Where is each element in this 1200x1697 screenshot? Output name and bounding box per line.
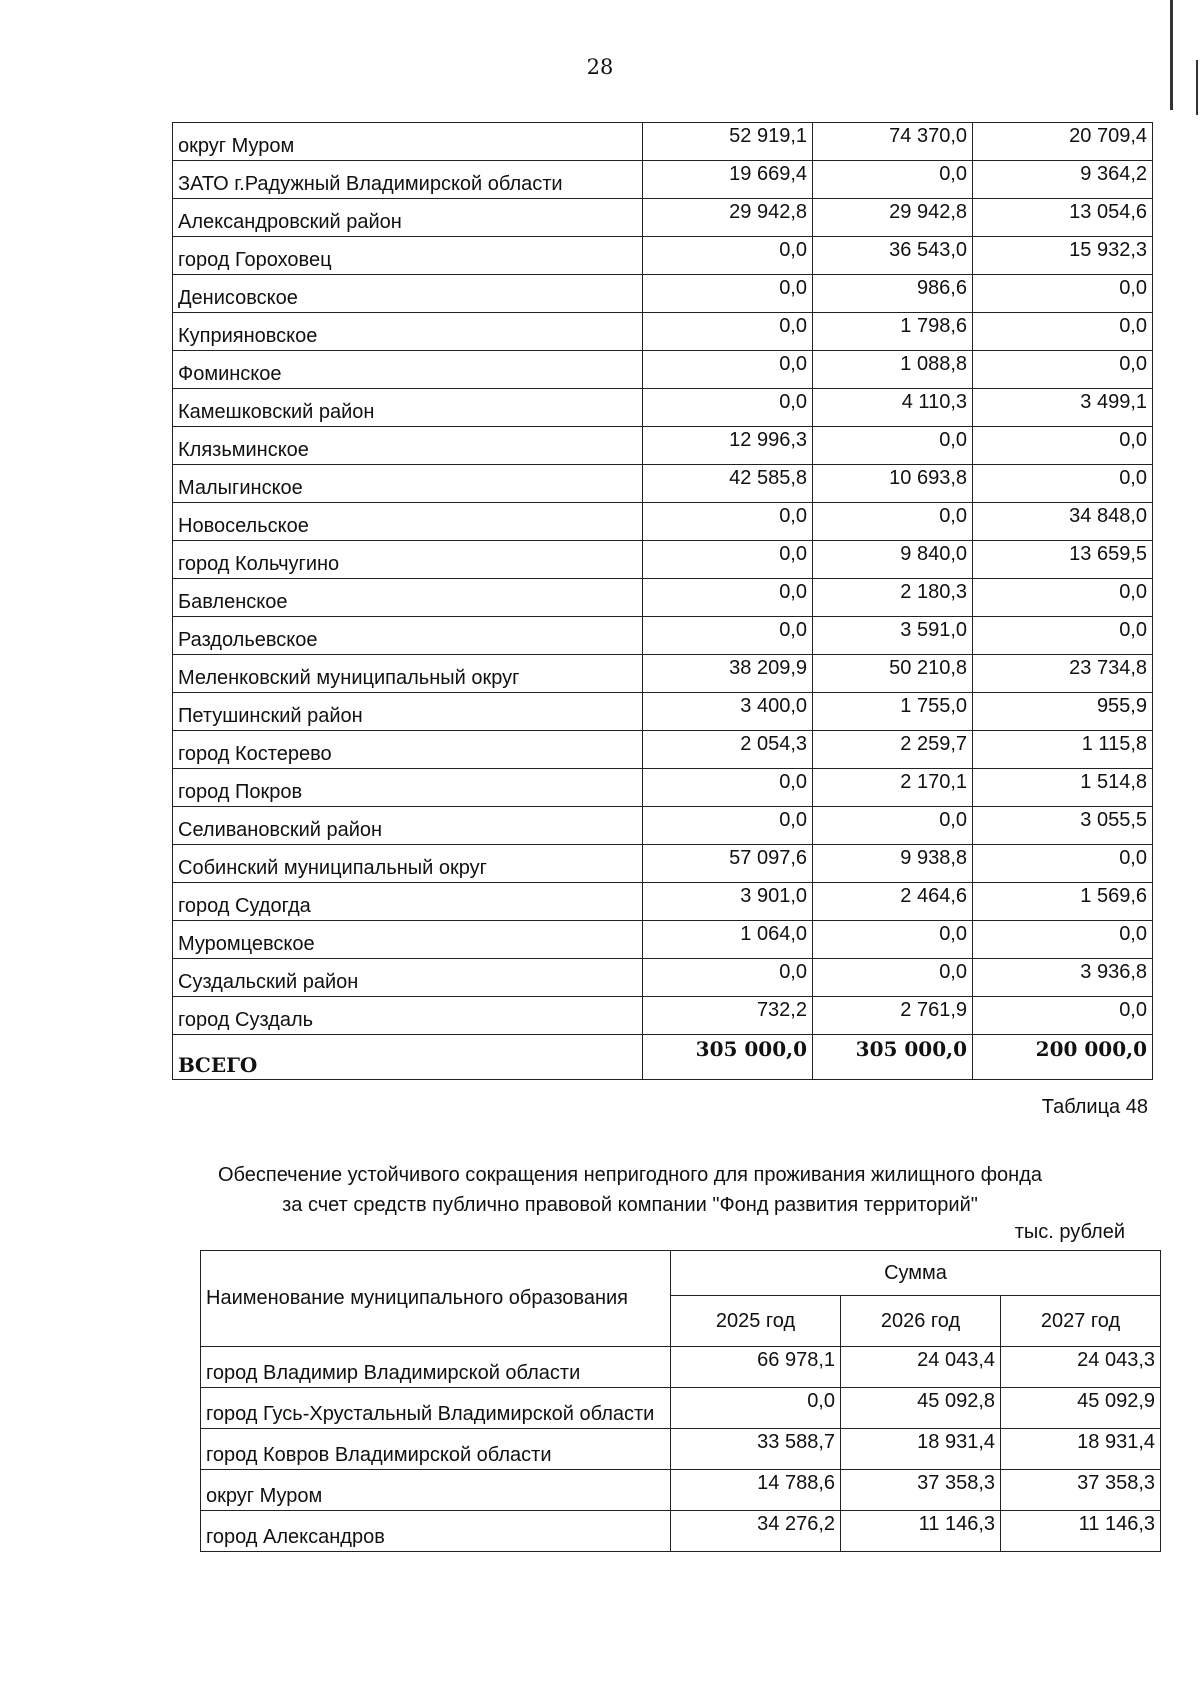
amount-cell: 0,0: [813, 161, 973, 199]
table-row: [173, 997, 1153, 1035]
amount-cell: 50 210,8: [813, 655, 973, 693]
scan-edge-line: [1196, 60, 1198, 115]
amount-cell: 3 936,8: [973, 959, 1153, 997]
amount-cell: 11 146,3: [841, 1511, 1001, 1552]
municipality-cell: город Гусь-Хрустальный Владимирской области: [201, 1388, 671, 1429]
amount-cell: 0,0: [813, 427, 973, 465]
amount-cell: 23 734,8: [973, 655, 1153, 693]
table-row: [173, 921, 1153, 959]
amount-cell: 0,0: [973, 313, 1153, 351]
amount-cell: 38 209,9: [643, 655, 813, 693]
amount-cell: 2 761,9: [813, 997, 973, 1035]
table-row: [173, 731, 1153, 769]
table-row: [201, 1470, 1161, 1511]
table-row: [173, 123, 1153, 161]
amount-cell: 3 591,0: [813, 617, 973, 655]
amount-cell: 0,0: [643, 807, 813, 845]
municipality-cell: Фоминское: [173, 351, 643, 389]
amount-cell: 34 848,0: [973, 503, 1153, 541]
table-row: [173, 655, 1153, 693]
total-amount: 200 000,0: [973, 1035, 1153, 1080]
total-amount: 305 000,0: [813, 1035, 973, 1080]
amount-cell: 0,0: [643, 503, 813, 541]
amount-cell: 10 693,8: [813, 465, 973, 503]
municipality-cell: город Костерево: [173, 731, 643, 769]
table-row: [173, 769, 1153, 807]
table-title-line-1: Обеспечение устойчивого сокращения непригодного для проживания жилищного фонда: [217, 1164, 1043, 1186]
amount-cell: 0,0: [671, 1388, 841, 1429]
municipality-cell: Суздальский район: [173, 959, 643, 997]
amount-cell: 42 585,8: [643, 465, 813, 503]
table-row: [173, 313, 1153, 351]
table-row: [173, 427, 1153, 465]
units-label: тыс. рублей: [1014, 1221, 1125, 1243]
amount-cell: 66 978,1: [671, 1347, 841, 1388]
municipality-cell: Раздольевское: [173, 617, 643, 655]
table-row: [173, 845, 1153, 883]
amount-cell: 37 358,3: [1001, 1470, 1161, 1511]
table-row: [173, 389, 1153, 427]
table-row: [201, 1347, 1161, 1388]
amount-cell: 0,0: [973, 617, 1153, 655]
municipality-cell: Клязьминское: [173, 427, 643, 465]
amount-cell: 0,0: [643, 959, 813, 997]
amount-cell: 1 569,6: [973, 883, 1153, 921]
municipality-cell: округ Муром: [201, 1470, 671, 1511]
amount-cell: 34 276,2: [671, 1511, 841, 1552]
municipality-cell: город Суздаль: [173, 997, 643, 1035]
amount-cell: 0,0: [643, 617, 813, 655]
amount-cell: 0,0: [973, 845, 1153, 883]
amount-cell: 1 115,8: [973, 731, 1153, 769]
municipality-cell: город Александров: [201, 1511, 671, 1552]
table-caption: Таблица 48: [1041, 1096, 1148, 1118]
table-row: [173, 199, 1153, 237]
amount-cell: 36 543,0: [813, 237, 973, 275]
amount-cell: 1 514,8: [973, 769, 1153, 807]
amount-cell: 1 064,0: [643, 921, 813, 959]
amount-cell: 33 588,7: [671, 1429, 841, 1470]
amount-cell: 1 798,6: [813, 313, 973, 351]
table-row: [173, 617, 1153, 655]
amount-cell: 3 499,1: [973, 389, 1153, 427]
amount-cell: 0,0: [643, 541, 813, 579]
total-amount: 305 000,0: [643, 1035, 813, 1080]
amount-cell: 2 170,1: [813, 769, 973, 807]
amount-cell: 0,0: [813, 807, 973, 845]
table-row: [173, 541, 1153, 579]
amount-cell: 0,0: [643, 769, 813, 807]
municipality-cell: Александровский район: [173, 199, 643, 237]
municipality-cell: город Ковров Владимирской области: [201, 1429, 671, 1470]
amount-cell: 57 097,6: [643, 845, 813, 883]
municipality-cell: город Судогда: [173, 883, 643, 921]
municipality-cell: город Покров: [173, 769, 643, 807]
header-year-2026: 2026 год: [841, 1296, 1001, 1347]
amount-cell: 13 054,6: [973, 199, 1153, 237]
municipality-cell: Бавленское: [173, 579, 643, 617]
municipality-cell: Денисовское: [173, 275, 643, 313]
amount-cell: 0,0: [643, 275, 813, 313]
amount-cell: 0,0: [643, 579, 813, 617]
amount-cell: 15 932,3: [973, 237, 1153, 275]
header-year-2027: 2027 год: [1001, 1296, 1161, 1347]
amount-cell: 1 755,0: [813, 693, 973, 731]
amount-cell: 9 840,0: [813, 541, 973, 579]
amount-cell: 52 919,1: [643, 123, 813, 161]
amount-cell: 0,0: [643, 389, 813, 427]
table-row: [173, 579, 1153, 617]
amount-cell: 0,0: [643, 313, 813, 351]
amount-cell: 2 259,7: [813, 731, 973, 769]
amount-cell: 0,0: [973, 921, 1153, 959]
header-sum: Сумма: [671, 1251, 1161, 1296]
amount-cell: 45 092,9: [1001, 1388, 1161, 1429]
municipality-cell: Селивановский район: [173, 807, 643, 845]
table-row: [201, 1429, 1161, 1470]
table-row: [173, 883, 1153, 921]
municipality-cell: Новосельское: [173, 503, 643, 541]
amount-cell: 29 942,8: [643, 199, 813, 237]
page-number: 28: [586, 55, 614, 79]
table-row: [173, 237, 1153, 275]
table-row: [201, 1388, 1161, 1429]
amount-cell: 45 092,8: [841, 1388, 1001, 1429]
municipality-cell: Камешковский район: [173, 389, 643, 427]
total-label: ВСЕГО: [173, 1035, 643, 1080]
table-row: [173, 959, 1153, 997]
amount-cell: 0,0: [643, 351, 813, 389]
amount-cell: 0,0: [813, 503, 973, 541]
amount-cell: 74 370,0: [813, 123, 973, 161]
amount-cell: 1 088,8: [813, 351, 973, 389]
table-row: [173, 693, 1153, 731]
amount-cell: 986,6: [813, 275, 973, 313]
municipality-cell: Петушинский район: [173, 693, 643, 731]
amount-cell: 2 180,3: [813, 579, 973, 617]
municipality-cell: ЗАТО г.Радужный Владимирской области: [173, 161, 643, 199]
table-row: [173, 465, 1153, 503]
amount-cell: 0,0: [973, 275, 1153, 313]
amount-cell: 13 659,5: [973, 541, 1153, 579]
amount-cell: 3 055,5: [973, 807, 1153, 845]
amount-cell: 29 942,8: [813, 199, 973, 237]
table-title-line-2: за счет средств публично правовой компании "Фонд развития территорий": [282, 1194, 978, 1216]
fund-table-body: [201, 1347, 1161, 1552]
amount-cell: 24 043,3: [1001, 1347, 1161, 1388]
amount-cell: 9 364,2: [973, 161, 1153, 199]
table-row: [201, 1511, 1161, 1552]
header-year-2025: 2025 год: [671, 1296, 841, 1347]
municipality-cell: Куприяновское: [173, 313, 643, 351]
amount-cell: 0,0: [973, 351, 1153, 389]
allocation-table: [172, 122, 1153, 1080]
amount-cell: 18 931,4: [841, 1429, 1001, 1470]
scan-edge-line: [1170, 0, 1173, 110]
amount-cell: 9 938,8: [813, 845, 973, 883]
amount-cell: 2 054,3: [643, 731, 813, 769]
amount-cell: 955,9: [973, 693, 1153, 731]
amount-cell: 20 709,4: [973, 123, 1153, 161]
amount-cell: 3 901,0: [643, 883, 813, 921]
amount-cell: 0,0: [973, 427, 1153, 465]
amount-cell: 0,0: [973, 465, 1153, 503]
table-row: [173, 503, 1153, 541]
amount-cell: 3 400,0: [643, 693, 813, 731]
table-row: [173, 161, 1153, 199]
amount-cell: 19 669,4: [643, 161, 813, 199]
amount-cell: 4 110,3: [813, 389, 973, 427]
amount-cell: 11 146,3: [1001, 1511, 1161, 1552]
amount-cell: 2 464,6: [813, 883, 973, 921]
header-municipality: Наименование муниципального образования: [201, 1251, 671, 1347]
amount-cell: 24 043,4: [841, 1347, 1001, 1388]
amount-cell: 0,0: [813, 921, 973, 959]
municipality-cell: Меленковский муниципальный округ: [173, 655, 643, 693]
total-row: [173, 1035, 1153, 1080]
amount-cell: 732,2: [643, 997, 813, 1035]
table-row: [173, 351, 1153, 389]
amount-cell: 0,0: [973, 997, 1153, 1035]
municipality-cell: город Владимир Владимирской области: [201, 1347, 671, 1388]
municipality-cell: город Кольчугино: [173, 541, 643, 579]
allocation-table-body: [173, 123, 1153, 1080]
table-row: [173, 807, 1153, 845]
amount-cell: 0,0: [643, 237, 813, 275]
municipality-cell: Собинский муниципальный округ: [173, 845, 643, 883]
municipality-cell: Муромцевское: [173, 921, 643, 959]
municipality-cell: округ Муром: [173, 123, 643, 161]
amount-cell: 37 358,3: [841, 1470, 1001, 1511]
municipality-cell: город Гороховец: [173, 237, 643, 275]
table-row: [173, 275, 1153, 313]
fund-table: [200, 1250, 1161, 1552]
amount-cell: 18 931,4: [1001, 1429, 1161, 1470]
amount-cell: 0,0: [973, 579, 1153, 617]
municipality-cell: Малыгинское: [173, 465, 643, 503]
amount-cell: 12 996,3: [643, 427, 813, 465]
amount-cell: 14 788,6: [671, 1470, 841, 1511]
table-title: [150, 1160, 1110, 1220]
amount-cell: 0,0: [813, 959, 973, 997]
